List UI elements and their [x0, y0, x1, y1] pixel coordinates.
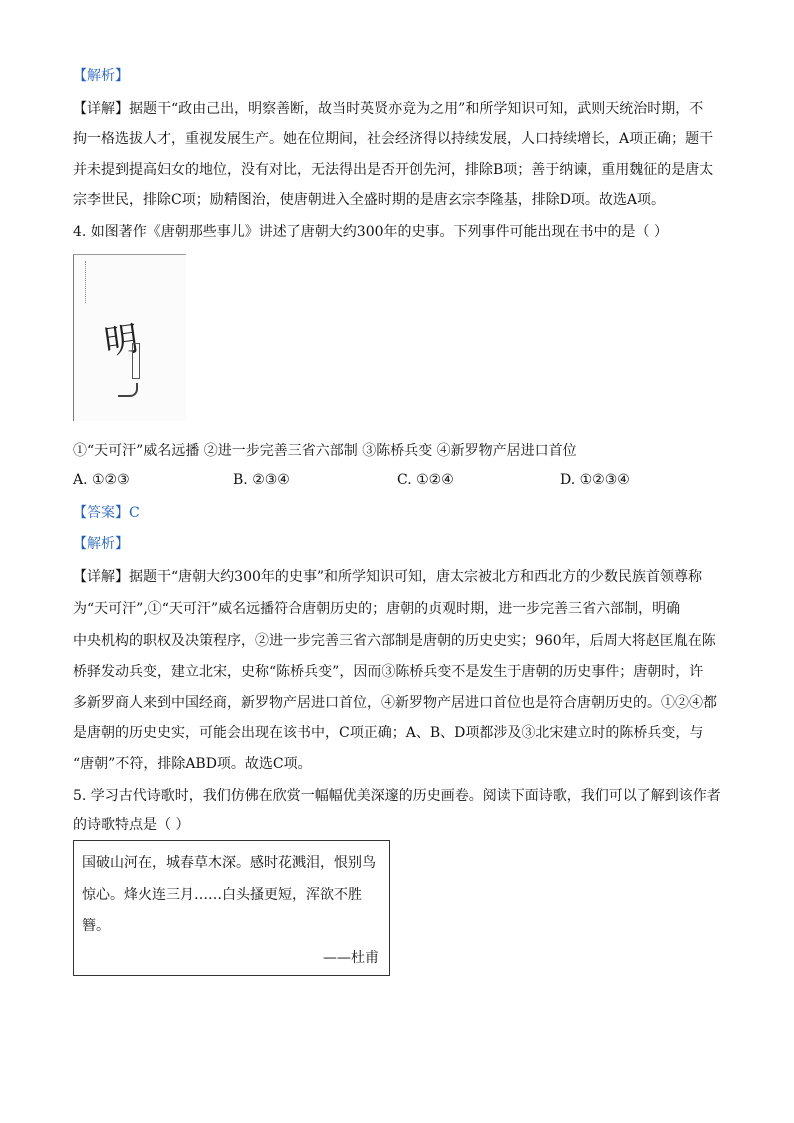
q4-option-c: C. ①②④ [397, 472, 454, 488]
q4-detail-line-3: 中央机构的职权及决策程序，②进一步完善三省六部制是唐朝的历史史实；960年，后周大将赵匡胤在陈 [73, 633, 716, 649]
q4-detail-line-2: 为“天可汗”,①“天可汗”威名远播符合唐朝历史的；唐朝的贞观时期，进一步完善三省六部制，明确 [73, 601, 681, 617]
q4-options [73, 472, 713, 492]
poem-line-1: 国破山河在，城春草木深。感时花溅泪，恨别鸟 [82, 855, 376, 871]
book-seal [132, 343, 140, 379]
poem-author: ——杜甫 [323, 950, 379, 966]
q4-detail-line-6: 是唐朝的历史史实，可能会出现在该书中，C项正确；A、B、D项都涉及③北宋建立时的陈桥兵变，与 [73, 725, 704, 741]
q3-detail-line-1: 【详解】据题干“政由己出，明察善断，故当时英贤亦竞为之用”和所学知识可知，武则天统治时期，不 [73, 101, 704, 117]
q5-stem-line-1: 5. 学习古代诗歌时，我们仿佛在欣赏一幅幅优美深邃的历史画卷。阅读下面诗歌，我们可以了解到该作者 [73, 788, 721, 804]
q4-jiexi-tag: 【解析】 [73, 536, 129, 552]
q4-detail-line-4: 桥驿发动兵变，建立北宋，史称“陈桥兵变”，因而③陈桥兵变不是发生于唐朝的历史事件；唐朝时，许 [73, 664, 704, 680]
q4-option-b: B. ②③④ [233, 472, 290, 488]
poem-box [73, 840, 390, 976]
q5-stem-line-2: 的诗歌特点是（ ） [73, 817, 190, 833]
q4-answer: 【答案】C [73, 505, 140, 521]
poem-line-2: 惊心。烽火连三月……白头搔更短，浑欲不胜 [82, 887, 362, 903]
q3-detail-line-4: 宗李世民，排除C项；励精图治，使唐朝进入全盛时期的是唐玄宗李隆基，排除D项。故选A项。 [73, 192, 666, 208]
q3-detail-line-3: 并未提到提高妇女的地位，没有对比，无法得出是否开创先河，排除B项；善于纳谏，重用魏征的是唐太 [73, 162, 714, 178]
q4-option-d: D. ①②③④ [560, 472, 630, 488]
q3-jiexi-tag: 【解析】 [73, 68, 129, 84]
book-vertical-text [85, 261, 92, 303]
q4-detail-line-7: “唐朝”不符，排除ABD项。故选C项。 [73, 756, 312, 772]
poem-line-3: 簪。 [82, 918, 110, 934]
q3-detail-line-2: 拘一格选拔人才，重视发展生产。她在位期间，社会经济得以持续发展，人口持续增长，A项正确；题干 [73, 131, 714, 147]
book-brush-stroke [118, 383, 138, 397]
q4-option-a: A. ①②③ [73, 472, 130, 488]
q4-detail-line-1: 【详解】据题干“唐朝大约300年的史事”和所学知识可知，唐太宗被北方和西北方的少数民族首领尊称 [73, 569, 703, 585]
q4-statements: ①“天可汗”威名远播 ②进一步完善三省六部制 ③陈桥兵变 ④新罗物产居进口首位 [73, 443, 577, 459]
q4-stem: 4. 如图著作《唐朝那些事儿》讲述了唐朝大约300年的史事。下列事件可能出现在书中的是（ ） [73, 224, 668, 240]
book-cover-image [73, 254, 186, 421]
book-calligraphy: 明 [101, 318, 142, 364]
q4-detail-line-5: 多新罗商人来到中国经商，新罗物产居进口首位，④新罗物产居进口首位也是符合唐朝历史的。①②④都 [73, 695, 717, 711]
